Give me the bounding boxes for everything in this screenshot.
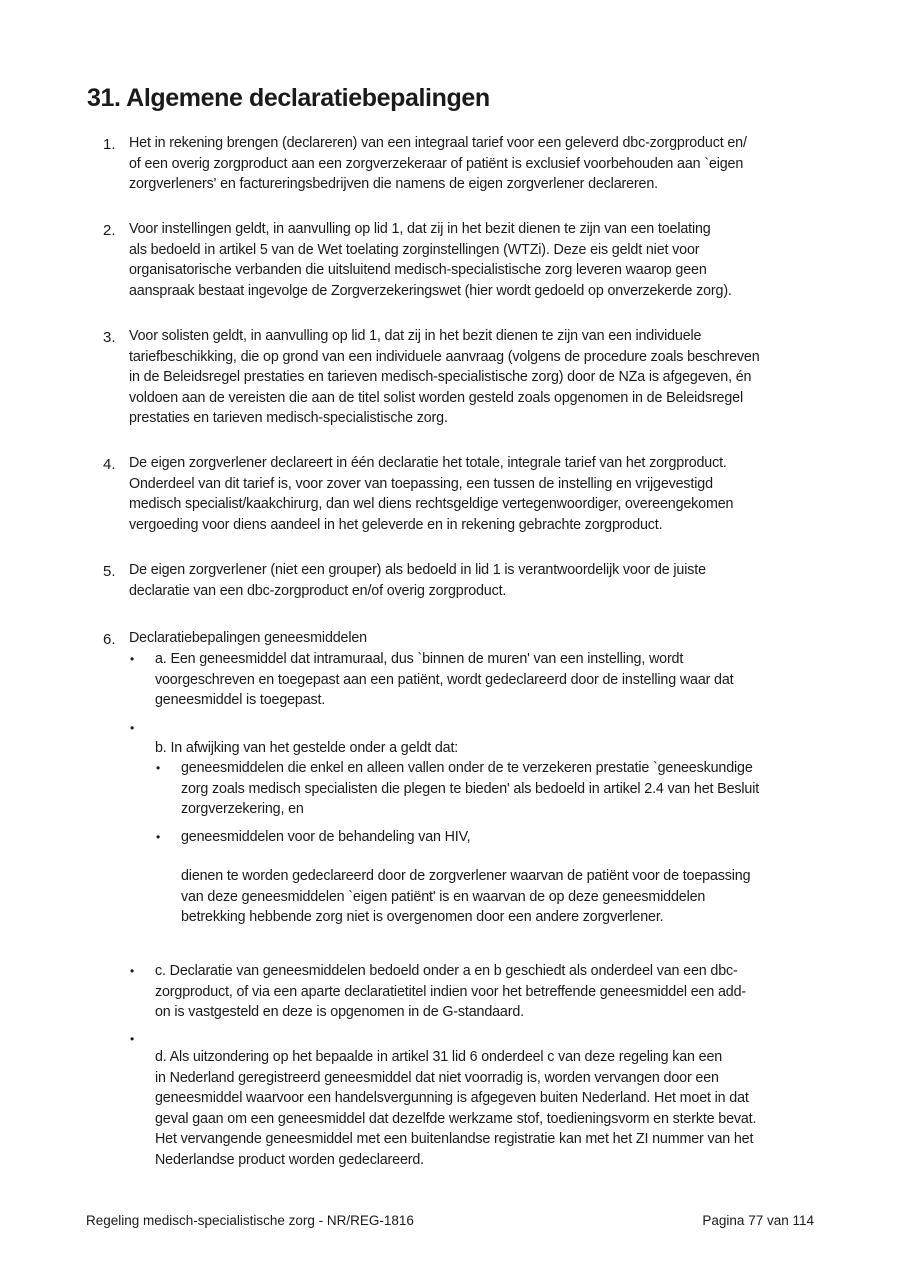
article-paragraph-5 [129, 560, 706, 601]
paragraph-line: declaratie van een dbc-zorgproduct en/of overig zorgproduct. [129, 582, 507, 599]
paragraph-line: c. Declaratie van geneesmiddelen bedoeld onder a en b geschiedt als onderdeel van een dbc- [155, 963, 738, 979]
paragraph-line: voorgeschreven en toegepast aan een patiënt, wordt gedeclareerd door de instelling waar dat [155, 671, 734, 688]
paragraph-line: Het vervangende geneesmiddel met een buitenlandse registratie kan met het ZI nummer van het [155, 1131, 754, 1148]
paragraph-line: d. Als uitzondering op het bepaalde in artikel 31 lid 6 onderdeel c van deze regeling kan een [155, 1049, 723, 1065]
item-number: 1. [103, 136, 116, 153]
subitem-a [155, 649, 733, 711]
paragraph-line: als bedoeld in artikel 5 van de Wet toelating zorginstellingen (WTZi). Deze eis geldt niet voor [129, 241, 700, 258]
paragraph-line: dienen te worden gedeclareerd door de zorgverlener waarvan de patiënt voor de toepassing [181, 868, 751, 884]
paragraph-line: zorgverleners' en factureringsbedrijven die namens de eigen zorgverlener declareren. [129, 176, 658, 193]
paragraph-line: prestaties en tarieven medisch-specialistische zorg. [129, 410, 448, 427]
subitem-b-heading [155, 738, 458, 759]
paragraph-heading: Declaratiebepalingen geneesmiddelen [129, 630, 367, 646]
paragraph-line: b. In afwijking van het gestelde onder a geldt dat: [155, 740, 459, 756]
subitem-b-tail [181, 866, 750, 928]
subitem-b-bullet-2 [181, 827, 471, 848]
bullet-icon: • [130, 964, 135, 978]
bullet-icon: • [130, 1032, 135, 1046]
paragraph-line: De eigen zorgverlener (niet een grouper) als bedoeld in lid 1 is verantwoordelijk voor de juiste [129, 562, 706, 578]
bullet-icon: • [156, 830, 161, 844]
paragraph-line: a. Een geneesmiddel dat intramuraal, dus `binnen de muren' van een instelling, wordt [155, 651, 684, 667]
article-paragraph-2 [129, 219, 732, 301]
item-number: 2. [103, 222, 116, 239]
paragraph-line: of een overig zorgproduct aan een zorgverzekeraar of patiënt is exclusief voorbehouden aan `eigen [129, 155, 744, 172]
paragraph-line: in Nederland geregistreerd geneesmiddel dat niet voorradig is, worden vervangen door een [155, 1069, 719, 1086]
footer-page-number: Pagina 77 van 114 [702, 1213, 814, 1228]
paragraph-line: medisch specialist/kaakchirurg, dan wel diens rechtsgeldige vertegenwoordiger, overeengekomen [129, 496, 734, 513]
subitem-b-bullet-1 [181, 758, 759, 820]
bullet-icon: • [130, 652, 135, 666]
footer-document-title: Regeling medisch-specialistische zorg - NR/REG-1816 [86, 1213, 414, 1228]
paragraph-line: geneesmiddelen voor de behandeling van HIV, [181, 829, 471, 845]
paragraph-line: Onderdeel van dit tarief is, voor zover van toepassing, een tussen de instelling en vrijgevestigd [129, 475, 713, 492]
paragraph-line: Voor solisten geldt, in aanvulling op lid 1, dat zij in het bezit dienen te zijn van een individuele [129, 328, 702, 344]
paragraph-line: De eigen zorgverlener declareert in één declaratie het totale, integrale tarief van het zorgproduct. [129, 455, 727, 471]
paragraph-line: organisatorische verbanden die uitsluitend medisch-specialistische zorg leveren waarop geen [129, 262, 707, 279]
paragraph-line: Nederlandse product worden gedeclareerd. [155, 1151, 424, 1168]
paragraph-line: Voor instellingen geldt, in aanvulling op lid 1, dat zij in het bezit dienen te zijn van een toelating [129, 221, 711, 237]
paragraph-line: zorgverzekering, en [181, 801, 304, 818]
paragraph-line: Het in rekening brengen (declareren) van een integraal tarief voor een geleverd dbc-zorgproduct en/ [129, 135, 747, 151]
item-number: 5. [103, 563, 116, 580]
article-paragraph-4 [129, 453, 733, 535]
subitem-d [155, 1047, 756, 1171]
article-paragraph-1 [129, 133, 747, 195]
page-title: 31. Algemene declaratiebepalingen [87, 84, 490, 112]
item-number: 3. [103, 329, 116, 346]
paragraph-line: aanspraak bestaat ingevolge de Zorgverzekeringswet (hier wordt gedoeld op onverzekerde zorg). [129, 282, 732, 299]
paragraph-line: geneesmiddel is toegepast. [155, 692, 326, 709]
paragraph-line: in de Beleidsregel prestaties en tarieven medisch-specialistische zorg) door de NZa is afgegeven, én [129, 369, 752, 386]
paragraph-line: geneesmiddelen die enkel en alleen vallen onder de te verzekeren prestatie `geneeskundige [181, 760, 753, 776]
paragraph-line: vergoeding voor diens aandeel in het geleverde en in rekening gebrachte zorgproduct. [129, 516, 663, 533]
subitem-c [155, 961, 746, 1023]
paragraph-line: geval gaan om een geneesmiddel dat dezelfde werkzame stof, toedieningsvorm en sterkte bevat. [155, 1110, 757, 1127]
paragraph-line: geneesmiddel waarvoor een handelsvergunning is afgegeven buiten Nederland. Het moet in dat [155, 1090, 749, 1107]
article-paragraph-3 [129, 326, 760, 429]
bullet-icon: • [130, 721, 135, 735]
item-number: 4. [103, 456, 116, 473]
bullet-icon: • [156, 761, 161, 775]
paragraph-line: on is vastgesteld en deze is opgenomen in de G-standaard. [155, 1004, 524, 1021]
paragraph-line: zorg zoals medisch specialisten die plegen te bieden' als bedoeld in artikel 2.4 van het Besluit [181, 780, 760, 797]
article-paragraph-6-heading [129, 628, 367, 649]
paragraph-line: tariefbeschikking, die op grond van een individuele aanvraag (volgens de procedure zoals beschreven [129, 348, 760, 365]
paragraph-line: zorgproduct, of via een aparte declaratietitel indien voor het betreffende geneesmiddel een add- [155, 983, 746, 1000]
paragraph-line: voldoen aan de vereisten die aan de titel solist worden gesteld zoals opgenomen in de Beleidsregel [129, 389, 743, 406]
item-number: 6. [103, 631, 116, 648]
paragraph-line: betrekking hebbende zorg niet is overgenomen door een andere zorgverlener. [181, 909, 664, 926]
paragraph-line: van deze geneesmiddelen `eigen patiënt' is en waarvan de op deze geneesmiddelen [181, 888, 706, 905]
